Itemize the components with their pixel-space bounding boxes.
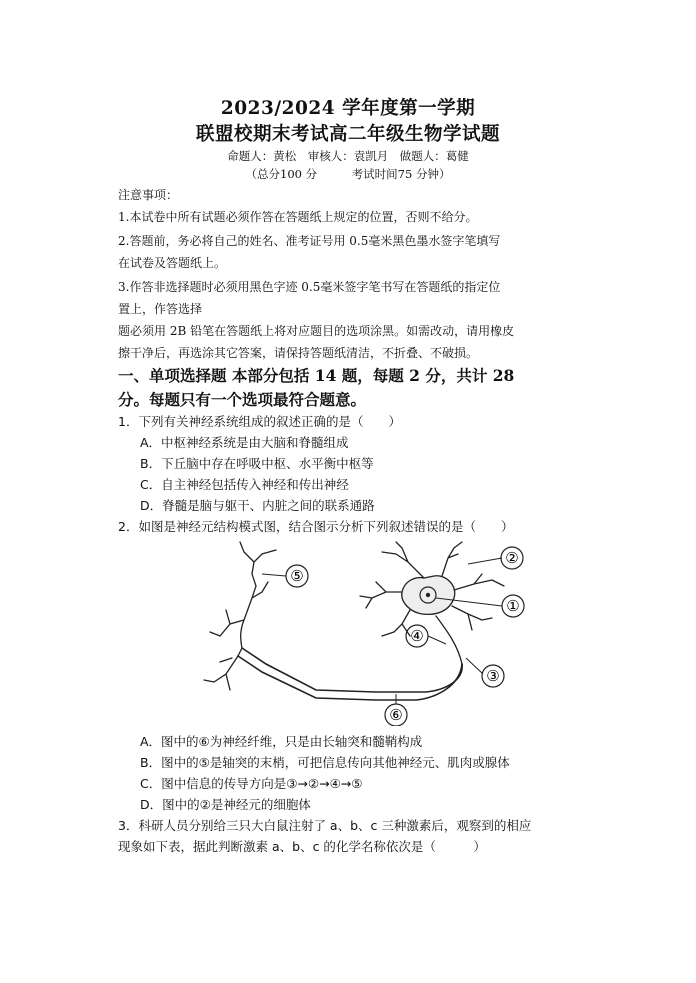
question-2-option-c: C．图中信息的传导方向是③→②→④→⑤ <box>140 776 363 791</box>
question-2-stem: 2．如图是神经元结构模式图，结合图示分析下列叙述错误的是（ ） <box>118 519 514 534</box>
question-3-stem-line2: 现象如下表，据此判断激素 a、b、c 的化学名称依次是（ ） <box>118 839 486 854</box>
label-6: ⑥ <box>389 706 403 724</box>
notes-heading: 注意事项： <box>118 188 179 202</box>
note-line: 在试卷及答题纸上。 <box>118 256 227 270</box>
note-line: 3.作答非选择题时必须用黑色字迹 0.5毫米签字笔书写在答题纸的指定位 <box>118 280 501 294</box>
exam-authors: 命题人：黄松 审核人：袁凯月 做题人：葛健 <box>227 149 469 163</box>
note-line: 2.答题前，务必将自己的姓名、准考证号用 0.5毫米黑色墨水签字笔填写 <box>118 234 501 248</box>
section-heading-line2: 分。每题只有一个选项最符合题意。 <box>118 390 367 409</box>
exam-subject-title: 联盟校期末考试高二年级生物学试题 <box>195 124 500 145</box>
section-heading-line1: 一、单项选择题 本部分包括 14 题，每题 2 分，共计 28 <box>118 366 515 385</box>
question-2-option-b: B．图中的⑤是轴突的末梢，可把信息传向其他神经元、肌肉或腺体 <box>140 755 510 770</box>
label-1: ① <box>506 597 520 615</box>
question-1-option-a: A．中枢神经系统是由大脑和脊髓组成 <box>140 435 349 450</box>
label-3: ③ <box>486 667 500 685</box>
question-1-stem: 1．下列有关神经系统组成的叙述正确的是（ ） <box>118 414 401 429</box>
label-2: ② <box>505 549 519 567</box>
question-1-option-c: C．自主神经包括传入神经和传出神经 <box>140 477 349 492</box>
question-1-option-d: D．脊髓是脑与躯干、内脏之间的联系通路 <box>140 498 375 513</box>
note-line: 置上，作答选择 <box>118 302 203 316</box>
question-1-option-b: B．下丘脑中存在呼吸中枢、水平衡中枢等 <box>140 456 374 471</box>
exam-info: （总分100 分 考试时间75 分钟） <box>245 167 451 181</box>
question-2-option-a: A．图中的⑥为神经纤维，只是由长轴突和髓鞘构成 <box>140 734 423 749</box>
label-5: ⑤ <box>290 567 304 585</box>
exam-term-title: 2023/2024 学年度第一学期 <box>220 98 476 119</box>
label-4: ④ <box>410 627 424 645</box>
note-line: 题必须用 2B 铅笔在答题纸上将对应题目的选项涂黑。如需改动，请用橡皮 <box>118 324 515 338</box>
neuron-diagram <box>196 540 546 726</box>
note-line: 1.本试卷中所有试题必须作答在答题纸上规定的位置，否则不给分。 <box>118 210 478 224</box>
question-3-stem-line1: 3．科研人员分别给三只大白鼠注射了 a、b、c 三种激素后，观察到的相应 <box>118 818 532 833</box>
note-line: 擦干净后，再选涂其它答案，请保持答题纸清洁，不折叠、不破损。 <box>118 346 479 360</box>
question-2-option-d: D．图中的②是神经元的细胞体 <box>140 797 311 812</box>
